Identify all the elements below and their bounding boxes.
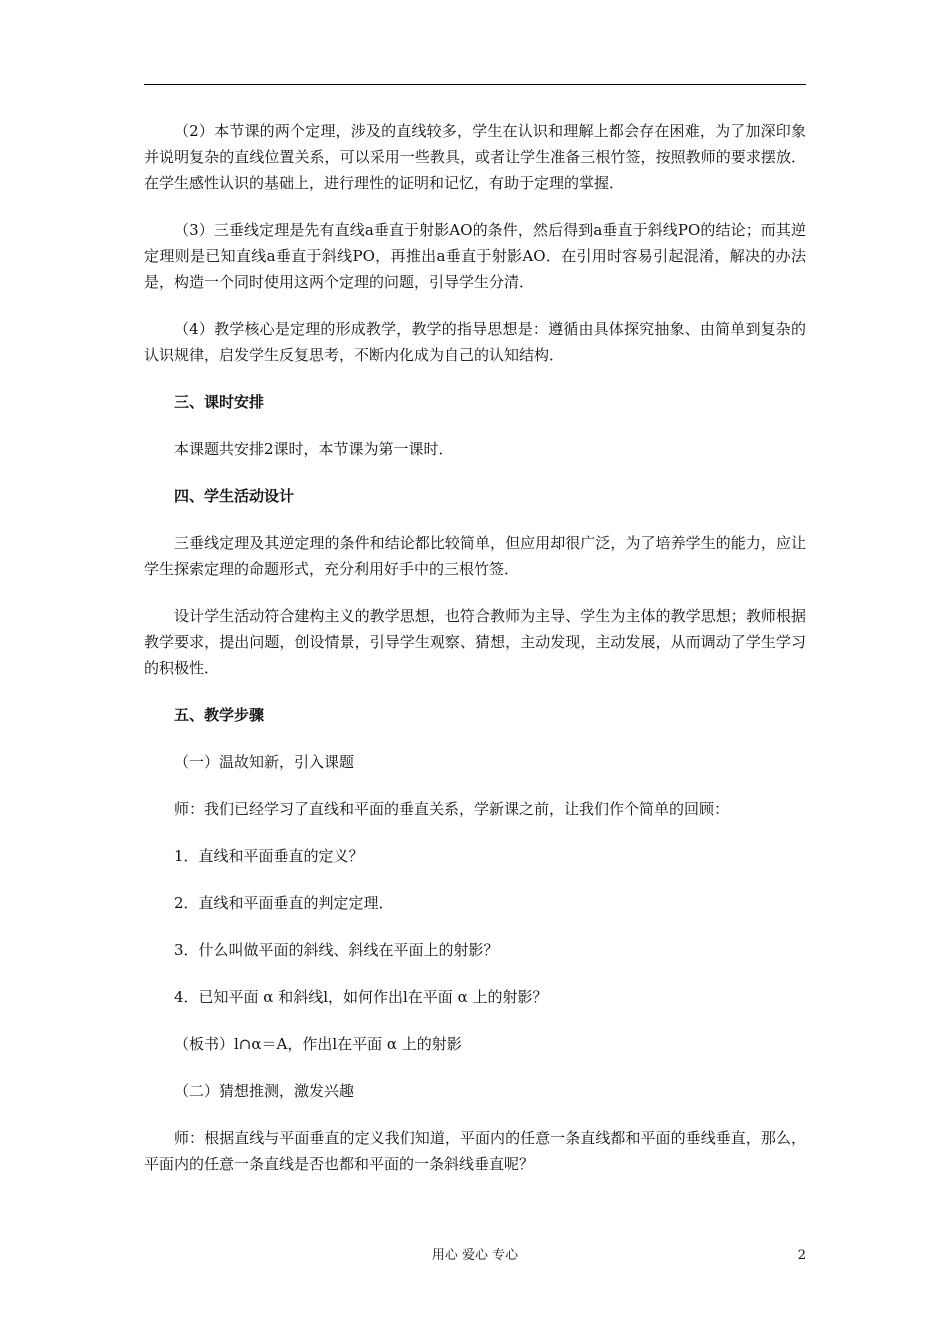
paragraph-teaching-point-2: （2）本节课的两个定理，涉及的直线较多，学生在认识和理解上都会存在困难，为了加深印象并说明复杂的直线位置关系，可以采用一些教具，或者让学生准备三根竹签，按照教师的要求摆放．在学生感性认识的基础上，进行理性的证明和记忆，有助于定理的掌握． [144, 122, 806, 192]
review-question-3: 3．什么叫做平面的斜线、斜线在平面上的射影？ [174, 941, 499, 959]
step-heading-conjecture: （二）猜想推测，激发兴趣 [174, 1082, 355, 1100]
review-question-1: 1．直线和平面垂直的定义？ [174, 847, 364, 865]
schedule-text: 本课题共安排2课时，本节课为第一课时． [174, 440, 454, 458]
section-heading-schedule: 三、课时安排 [174, 393, 265, 411]
teacher-review-intro: 师：我们已经学习了直线和平面的垂直关系，学新课之前，让我们作个简单的回顾： [174, 800, 730, 818]
paragraph-activity-2: 设计学生活动符合建构主义的教学思想，也符合教师为主导、学生为主体的教学思想；教师根据教学要求，提出问题，创设情景，引导学生观察、猜想，主动发现，主动发展，从而调动了学生学习的积极性． [144, 607, 806, 677]
review-question-2: 2．直线和平面垂直的判定定理． [174, 894, 394, 912]
paragraph-activity-1: 三垂线定理及其逆定理的条件和结论都比较简单，但应用却很广泛，为了培养学生的能力，应让学生探索定理的命题形式，充分利用好手中的三根竹签． [144, 534, 806, 578]
review-question-4: 4．已知平面 α 和斜线l，如何作出l在平面 α 上的射影？ [174, 988, 548, 1006]
teacher-conjecture-question: 师：根据直线与平面垂直的定义我们知道，平面内的任意一条直线都和平面的垂线垂直，那么，平面内的任意一条直线是否也都和平面的一条斜线垂直呢？ [144, 1129, 806, 1173]
page-number: 2 [797, 1248, 806, 1263]
paragraph-teaching-point-3: （3）三垂线定理是先有直线a垂直于射影AO的条件，然后得到a垂直于斜线PO的结论；而其逆定理则是已知直线a垂直于斜线PO，再推出a垂直于射影AO．在引用时容易引起混淆，解决的办法是，构造一个同时使用这两个定理的问题，引导学生分清． [144, 221, 806, 291]
paragraph-teaching-point-4: （4）教学核心是定理的形成教学，教学的指导思想是：遵循由具体探究抽象、由简单到复杂的认识规律，启发学生反复思考，不断内化成为自己的认知结构． [144, 320, 806, 364]
board-note: （板书）l∩α＝A，作出l在平面 α 上的射影 [174, 1035, 462, 1053]
document-body [144, 118, 806, 1198]
section-heading-teaching-steps: 五、教学步骤 [174, 706, 265, 724]
header-rule [144, 84, 806, 85]
section-heading-activity-design: 四、学生活动设计 [174, 487, 295, 505]
footer-motto: 用心 爱心 专心 [431, 1248, 519, 1263]
step-heading-review: （一）温故知新，引入课题 [174, 753, 355, 771]
